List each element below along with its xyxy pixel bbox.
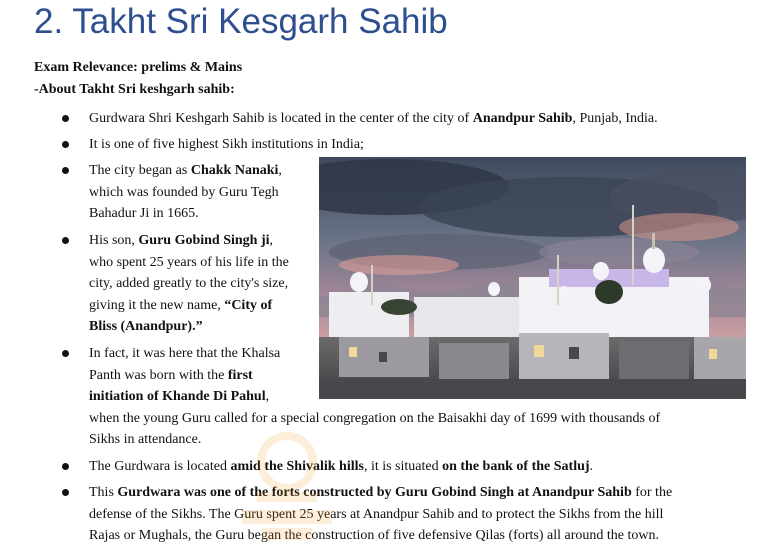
bullet-text: Gurdwara Shri Keshgarh Sahib is located in the center of the city of	[89, 111, 473, 126]
about-heading: -About Takht Sri keshgarh sahib:	[34, 82, 235, 97]
section-title: 2. Takht Sri Kesgarh Sahib	[34, 2, 448, 41]
bullet-bold: first	[227, 367, 253, 383]
bullet-text: when the young Guru called for a special congregation on the Baisakhi day of 1699 with thousands of	[89, 410, 661, 426]
bullet-bold: Chakk Nanaki	[190, 163, 279, 178]
bullet-text: , it is situated	[363, 459, 443, 474]
bullet-bold: on the bank of the Satluj	[442, 459, 590, 474]
bullet-text: Bahadur Ji in 1665.	[89, 206, 199, 221]
bullet-text: .	[589, 459, 594, 474]
bullet-text: for the	[631, 485, 673, 500]
bullet-text: The Gurdwara is located	[89, 459, 231, 474]
bullet-text: His son,	[89, 233, 139, 248]
bullet-text: The city began as	[89, 163, 191, 178]
bullet-text: defense of the Sikhs. The Guru spent 25 years at Anandpur Sahib and to protect the Sikhs from the hill	[89, 506, 664, 522]
bullet-text: ,	[269, 233, 274, 248]
bullet-bold: Guru Gobind Singh ji	[138, 233, 270, 248]
bullet-text: Rajas or Mughals, the Guru began the construction of five defensive Qilas (forts) all around the town.	[89, 528, 659, 543]
bullet-bold: Anandpur Sahib	[472, 111, 573, 126]
bullet-text: In fact, it was here that the Khalsa	[89, 346, 281, 361]
bullet-bold: initiation of Khande Di Pahul	[89, 389, 266, 404]
bullet-text: who spent 25 years of his life in the	[89, 254, 289, 270]
bullet-text: This	[89, 485, 118, 500]
gurdwara-photo	[319, 157, 746, 399]
bullet-text: , Punjab, India.	[572, 111, 658, 126]
bullet-text: It is one of five highest Sikh institutions in India;	[89, 137, 364, 152]
bullet-text: Panth was born with the	[89, 367, 228, 383]
bullet-bold: Bliss (Anandpur).”	[89, 319, 203, 334]
bullet-text: ,	[278, 163, 282, 178]
bullet-text: which was founded by Guru Tegh	[89, 184, 279, 200]
exam-relevance: Exam Relevance: prelims & Mains	[34, 60, 243, 75]
bullet-text: giving it the new name,	[89, 297, 225, 313]
bullet-text: ,	[265, 389, 270, 404]
bullet-bold: Gurdwara was one of the forts constructed by Guru Gobind Singh at Anandpur Sahib	[117, 485, 632, 500]
bullet-text: city, added greatly to the city's size,	[89, 276, 289, 291]
bullet-bold: amid the Shivalik hills	[230, 459, 364, 474]
bullet-bold: “City of	[224, 297, 273, 313]
bullet-text: Sikhs in attendance.	[89, 432, 202, 447]
